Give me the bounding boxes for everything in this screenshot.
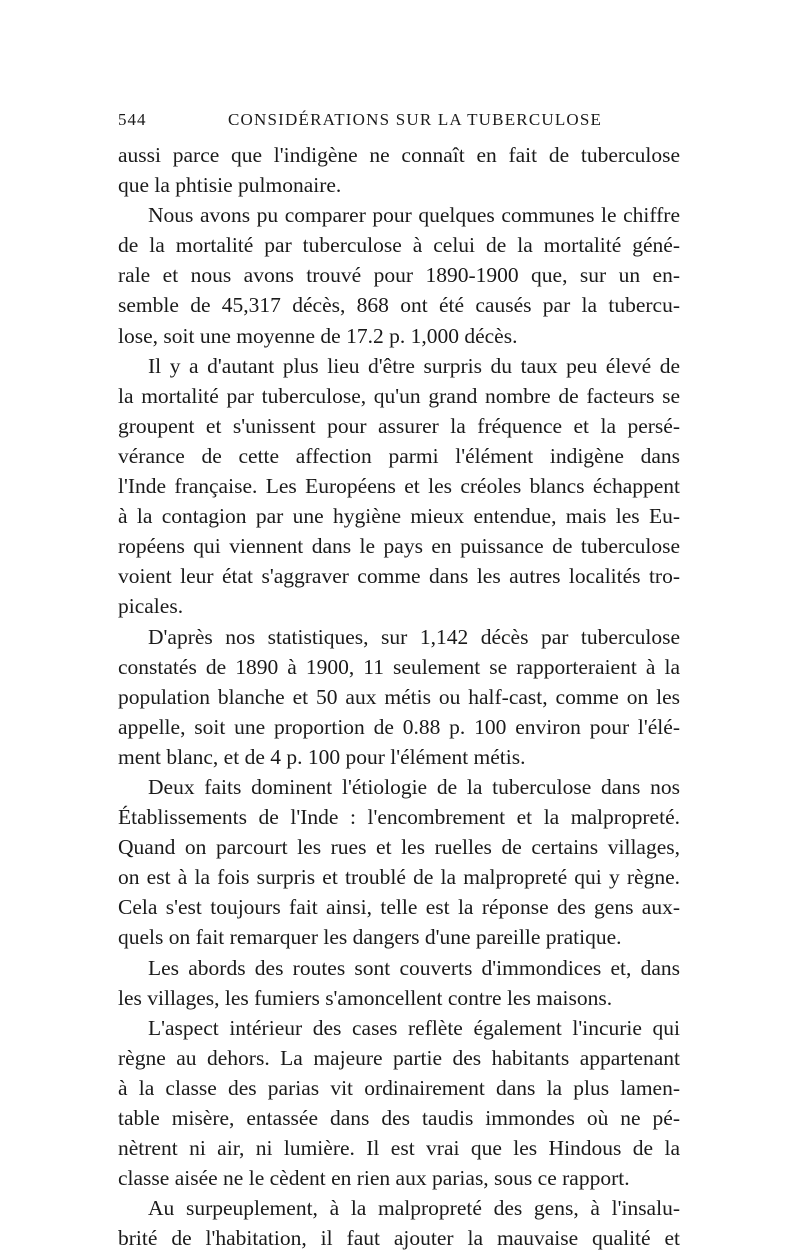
text-line: D'après nos statistiques, sur 1,142 décès par tuberculose bbox=[148, 624, 680, 649]
text-line: lose, soit une moyenne de 17.2 p. 1,000 décès. bbox=[118, 323, 518, 348]
text-line: classe aisée ne le cèdent en rien aux parias, sous ce rapport. bbox=[118, 1166, 630, 1191]
text-line: picales. bbox=[118, 594, 184, 619]
running-head bbox=[118, 110, 680, 134]
body-text bbox=[118, 140, 680, 1253]
text-line: on est à la fois surpris et troublé de la malpropreté qui y règne. bbox=[118, 865, 680, 890]
text-line: Établissements de l'Inde : l'encombrement et la malpropreté. bbox=[118, 805, 680, 830]
text-line: Au surpeuplement, à la malpropreté des gens, à l'insalu- bbox=[148, 1196, 680, 1221]
text-line: voient leur état s'aggraver comme dans les autres localités tro- bbox=[118, 564, 680, 589]
text-line: quels on fait remarquer les dangers d'une pareille pratique. bbox=[118, 925, 622, 950]
text-line: règne au dehors. La majeure partie des habitants appartenant bbox=[118, 1045, 680, 1070]
text-line: aussi parce que l'indigène ne connaît en fait de tuberculose bbox=[118, 143, 680, 167]
text-line: rale et nous avons trouvé pour 1890-1900 que, sur un en- bbox=[118, 263, 680, 288]
text-line: ment blanc, et de 4 p. 100 pour l'élément métis. bbox=[118, 744, 526, 769]
text-line: groupent et s'unissent pour assurer la fréquence et la persé- bbox=[118, 413, 680, 438]
text-line: Il y a d'autant plus lieu d'être surpris du taux peu élevé de bbox=[148, 353, 680, 378]
text-line: de la mortalité par tuberculose à celui de la mortalité géné- bbox=[118, 233, 680, 258]
text-line: Deux faits dominent l'étiologie de la tuberculose dans nos bbox=[148, 774, 680, 799]
text-line: à la contagion par une hygiène mieux entendue, mais les Eu- bbox=[118, 504, 680, 529]
text-line: les villages, les fumiers s'amoncellent contre les maisons. bbox=[118, 985, 613, 1010]
running-title: CONSIDÉRATIONS SUR LA TUBERCULOSE bbox=[228, 110, 603, 129]
text-line: Les abords des routes sont couverts d'immondices et, dans bbox=[148, 955, 680, 980]
text-line: ropéens qui viennent dans le pays en puissance de tuberculose bbox=[118, 534, 680, 559]
text-line: constatés de 1890 à 1900, 11 seulement se rapporteraient à la bbox=[118, 654, 680, 679]
text-line: semble de 45,317 décès, 868 ont été causés par la tubercu- bbox=[118, 293, 680, 318]
text-line: Cela s'est toujours fait ainsi, telle est la réponse des gens aux- bbox=[118, 895, 680, 920]
page-number: 544 bbox=[118, 110, 147, 129]
text-line: appelle, soit une proportion de 0.88 p. 100 environ pour l'élé- bbox=[118, 714, 680, 739]
text-line: que la phtisie pulmonaire. bbox=[118, 173, 342, 198]
text-line: l'Inde française. Les Européens et les créoles blancs échappent bbox=[118, 474, 680, 499]
text-line: brité de l'habitation, il faut ajouter la mauvaise qualité et bbox=[118, 1226, 680, 1251]
text-line: nètrent ni air, ni lumière. Il est vrai que les Hindous de la bbox=[118, 1136, 680, 1161]
text-line: vérance de cette affection parmi l'élément indigène dans bbox=[118, 443, 680, 468]
text-line: Nous avons pu comparer pour quelques communes le chiffre bbox=[148, 203, 680, 228]
text-line: table misère, entassée dans des taudis immondes où ne pé- bbox=[118, 1106, 680, 1130]
text-line: L'aspect intérieur des cases reflète également l'incurie qui bbox=[148, 1015, 680, 1040]
text-line: Quand on parcourt les rues et les ruelles de certains villages, bbox=[118, 835, 680, 860]
text-line: à la classe des parias vit ordinairement dans la plus lamen- bbox=[118, 1075, 680, 1100]
text-line: population blanche et 50 aux métis ou half-cast, comme on les bbox=[118, 684, 680, 709]
text-line: la mortalité par tuberculose, qu'un grand nombre de facteurs se bbox=[118, 383, 680, 408]
